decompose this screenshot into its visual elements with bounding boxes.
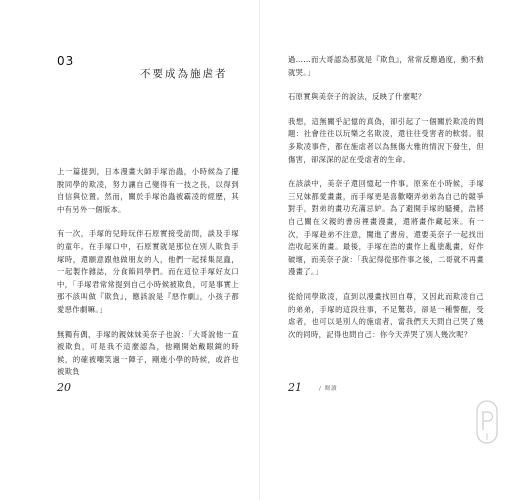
paragraph: 無獨有偶，手塚的親妹妹美奈子也說：「大哥說他一直被欺負，可是我不這麼認為，他剛開始戴眼鏡的時候，的確被嘲笑過一陣子，剛進小學的時候，或許也被欺負 [57, 329, 239, 377]
chapter-title: 不要成為施虐者 [140, 68, 228, 80]
paragraph: 有一次，手塚的兒時玩伴石原實接受訪問，談及手塚的童年。在手塚口中，石原實就是那位在別人欺負手塚時，還願意跟他做朋友的人，他們一起採集昆蟲，一起製作雜誌，分食餡同學們。而在這位手塚好友口中，「手塚君常常提到自己小時候被欺負，可是事實上那不該叫做『欺負』，應該說是『惡作劇』，小孩子都愛惡作劇嘛。」 [57, 229, 239, 314]
publisher-p-icon [476, 400, 498, 444]
paragraph: 從給同學欺凌，直到以漫畫找回自尊，又因此而欺凌自己的弟弟，手塚的這段往事，不足驚恭，卻是一種警醒，受虐者，也可以是別人的施虐者，當我們天天問自己哭了幾次的同時，記得也問自己：你今天弄哭了別人幾次呢？ [288, 291, 484, 339]
paragraph: 石原實與美奈子的說法，反映了什麼呢？ [288, 92, 426, 102]
paragraph: 過……而大哥認為那就是『欺負』，常常反應過度，動不動就哭。」 [288, 55, 484, 77]
page-number: 20 [57, 381, 71, 394]
paragraph: 我想，這無關乎記憶的真偽，卻引起了一個關於欺凌的問題：社會往往以玩樂之名欺凌，還往往受害者的軟弱。很多欺凌事件，都在施虐者以為無傷大雅的情況下發生，但傷害，卻深深的記在受虐者的生命。 [288, 116, 484, 164]
page-number: 21 [288, 381, 302, 394]
paragraph: 在該談中，美奈子還回憶起一件事。原來在小時候，手塚三兄妹都愛畫畫，而手塚更是喜歡嘲弄弟弟為自己的競爭對手，對弟的畫功充滿忌妒。為了避開手塚的騷擾，浩將自己關在父親的書房裡畫漫畫，還將畫作藏起來。有一次，手塚趁弟不注意，闖進了書房，還要美奈子一起找出浩收起來的畫。最後，手塚在浩的畫作上亂塗亂畫，好作破壞，而美奈子說：「我記得從那件事之後，二哥就不再畫漫畫了。」 [288, 179, 484, 277]
left-body-text [57, 166, 239, 391]
right-body-text [288, 54, 484, 353]
running-head: / 閱讀 [319, 386, 338, 392]
paragraph: 上一篇提到，日本漫畫大師手塚治蟲，小時候為了擺脫同學的欺凌，努力讓自己變得有一技之長，以得到自信與位置。然而，關於手塚治蟲被霸凌的經歷，其中有另外一個版本。 [57, 167, 239, 214]
chapter-number: 03 [57, 54, 75, 68]
